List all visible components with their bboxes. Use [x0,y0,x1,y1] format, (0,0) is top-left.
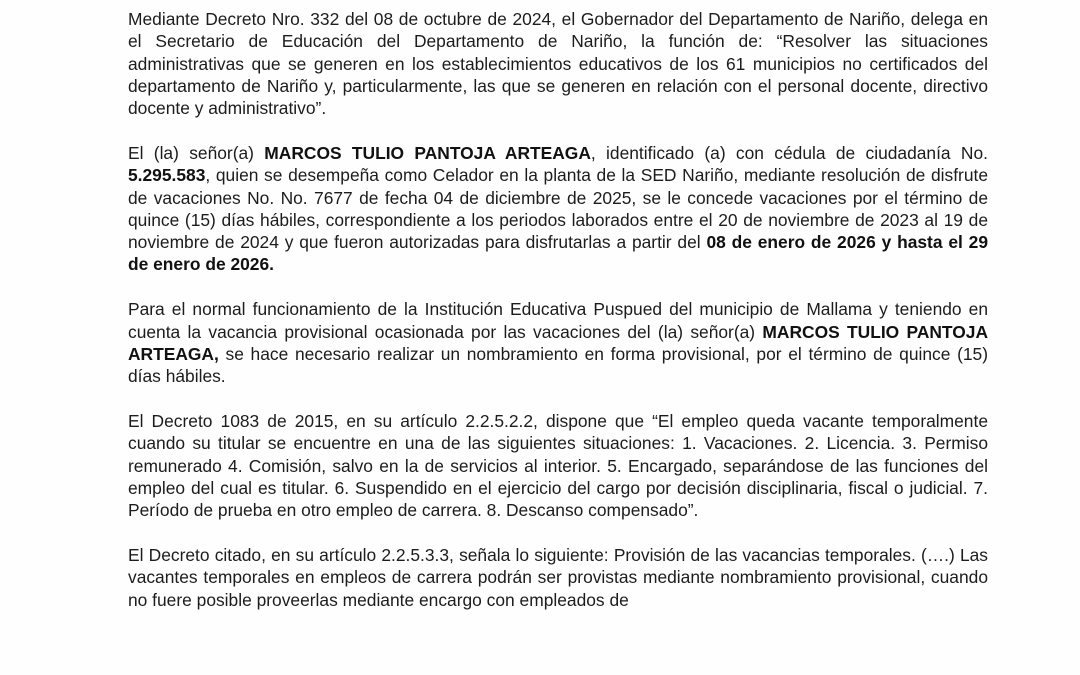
paragraph-decree-332 [128,8,988,119]
id-number: 5.295.583 [128,165,206,186]
paragraph-provisional-appointment [128,298,988,387]
paragraph-text: Mediante Decreto Nro. 332 del 08 de octubre de 2024, el Gobernador del Departamento de Nariño, delega en el Secretario de Educación del Departamento de Nariño, la función de: “Resolver las situaciones administrativas que se generen en los establecimientos educativos de los 61 municipios no certificados del departamento de Nariño y, particularmente, las que se generen en relación con el personal docente, directivo docente y administrativo”. [128,9,988,119]
paragraph-text: Para el normal funcionamiento de la Institución Educativa Puspued del municipio de Mallama y teniendo en cuenta la vacancia provisional ocasionada por las vacaciones del (la) señor(a) [128,299,988,342]
paragraph-vacation-grant [128,142,988,276]
paragraph-text: , identificado (a) con cédula de ciudadanía No. [590,142,988,163]
paragraph-decree-1083 [128,410,988,521]
employee-name: MARCOS TULIO PANTOJA ARTEAGA, [128,321,989,364]
document-body [128,8,988,611]
paragraph-text: El Decreto 1083 de 2015, en su artículo 2.2.5.2.2, dispone que “El empleo queda vacante temporalmente cuando su titular se encuentre en una de las siguientes situaciones: 1. Vacaciones. 2. Licencia. 3. Permiso remunerado 4. Comisión, salvo en la de servicios al interior. 5. Encargado, separándose de las funciones del empleo del cual es titular. 6. Suspendido en el ejercicio del cargo por decisión disciplinaria, fiscal o judicial. 7. Período de prueba en otro empleo de carrera. 8. Descanso compensado”. [128,410,988,521]
vacation-dates: 08 de enero de 2026 y hasta el 29 de enero de 2026. [128,232,988,275]
paragraph-text: El (la) señor(a) [128,142,265,163]
paragraph-text: El Decreto citado, en su artículo 2.2.5.3.3, señala lo siguiente: Provisión de las vacancias temporales. (….) Las vacantes temporales en empleos de carrera podrán ser provistas mediante nombramiento provisional, cuando no fuere posible proveerlas mediante encargo con empleados de [128,544,988,610]
employee-name: MARCOS TULIO PANTOJA ARTEAGA [264,142,591,163]
paragraph-text: se hace necesario realizar un nombramiento en forma provisional, por el término de quince (15) días hábiles. [128,343,988,387]
paragraph-decree-cited [128,544,988,611]
paragraph-text: , quien se desempeña como Celador en la planta de la SED Nariño, mediante resolución de disfrute de vacaciones No. No. 7677 de fecha 04 de diciembre de 2025, se le concede vacaciones por el término de quince (15) días hábiles, correspondiente a los periodos laborados entre el 20 de noviembre de 2023 al 19 de noviembre de 2024 y que fueron autorizadas para disfrutarlas a partir del [128,165,988,253]
